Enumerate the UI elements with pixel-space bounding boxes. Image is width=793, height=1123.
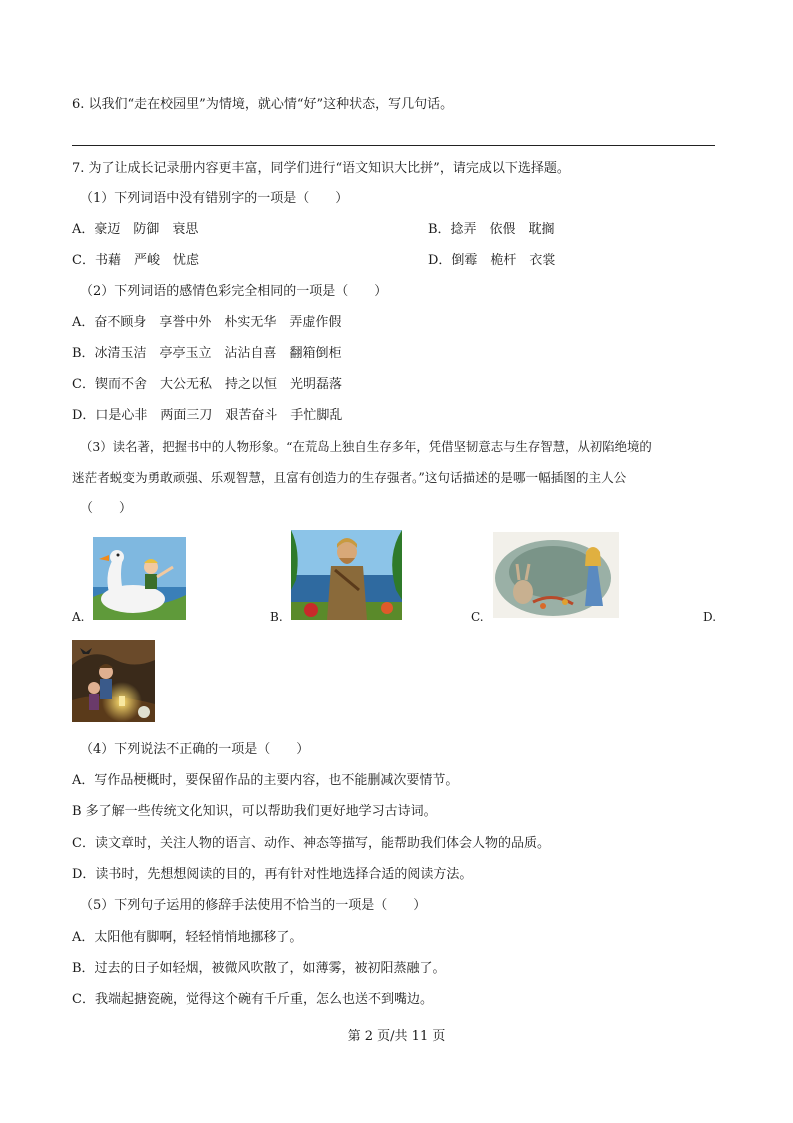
q7-part5-option-c: C．我端起搪瓷碗，觉得这个碗有千斤重，怎么也送不到嘴边。	[72, 992, 433, 1007]
label-b: B.	[270, 610, 283, 624]
q7-part3-line1: （3）读名著，把握书中的人物形象。“在荒岛上独自生存多年，凭借坚韧意志与生存智慧，从初陷绝境的	[80, 439, 652, 454]
q7-part4-option-a: A．写作品梗概时，要保留作品的主要内容，也不能删减次要情节。	[72, 773, 459, 788]
q7-part2-stem: （2）下列词语的感情色彩完全相同的一项是（ ）	[80, 284, 388, 299]
q7-part4-option-b: B 多了解一些传统文化知识，可以帮助我们更好地学习古诗词。	[72, 804, 437, 819]
illustration-d-cave	[72, 640, 155, 722]
question-6: 6. 以我们“走在校园里”为情境，就心情“好”这种状态，写几句话。	[72, 97, 454, 112]
q7-part3-paren: （ ）	[80, 501, 133, 516]
q7-part1-option-a: A．豪迈 防御 衰思	[72, 222, 199, 237]
q7-part3-line2: 迷茫者蜕变为勇敢顽强、乐观智慧，且富有创造力的生存强者。”这句话描述的是哪一幅插图的主人公	[72, 470, 627, 485]
q7-part1-stem: （1）下列词语中没有错别字的一项是（ ）	[80, 191, 349, 206]
q7-part1-option-b: B．捻弄 依偎 耽搁	[428, 222, 555, 237]
q7-part1-option-d: D．倒霉 桅杆 衣裳	[428, 253, 556, 268]
illustration-b-castaway	[291, 530, 402, 620]
question-7-intro: 7. 为了让成长记录册内容更丰富，同学们进行“语文知识大比拼”，请完成以下选择题。	[72, 161, 570, 176]
q7-part2-option-b: B．冰清玉洁 亭亭玉立 沾沾自喜 翻箱倒柜	[72, 346, 342, 361]
q7-part4-option-c: C．读文章时，关注人物的语言、动作、神态等描写，能帮助我们体会人物的品质。	[72, 836, 550, 851]
q7-part1-option-c: C．书藉 严峻 忧虑	[72, 253, 199, 268]
q7-part4-stem: （4）下列说法不正确的一项是（ ）	[80, 742, 310, 757]
q7-part5-option-b: B．过去的日子如轻烟，被微风吹散了，如薄雾，被初阳蒸融了。	[72, 961, 446, 976]
illustration-a-goose	[93, 537, 186, 620]
q7-part4-option-d: D．读书时，先想想阅读的目的，再有针对性地选择合适的阅读方法。	[72, 867, 473, 882]
answer-line	[72, 145, 715, 146]
q7-part5-option-a: A．太阳他有脚啊，轻轻悄悄地挪移了。	[72, 930, 303, 945]
q7-part2-option-c: C．锲而不舍 大公无私 持之以恒 光明磊落	[72, 377, 342, 392]
q7-part2-option-a: A．奋不顾身 享誉中外 朴实无华 弄虚作假	[72, 315, 342, 330]
q7-part5-stem: （5）下列句子运用的修辞手法使用不恰当的一项是（ ）	[80, 898, 427, 913]
label-a: A.	[72, 610, 85, 624]
page-footer: 第 2 页/共 11 页	[347, 1029, 446, 1044]
label-c: C.	[471, 610, 484, 624]
illustration-c-rabbit	[493, 532, 619, 618]
label-d: D.	[703, 610, 717, 624]
q7-part2-option-d: D．口是心非 两面三刀 艰苦奋斗 手忙脚乱	[72, 408, 343, 423]
